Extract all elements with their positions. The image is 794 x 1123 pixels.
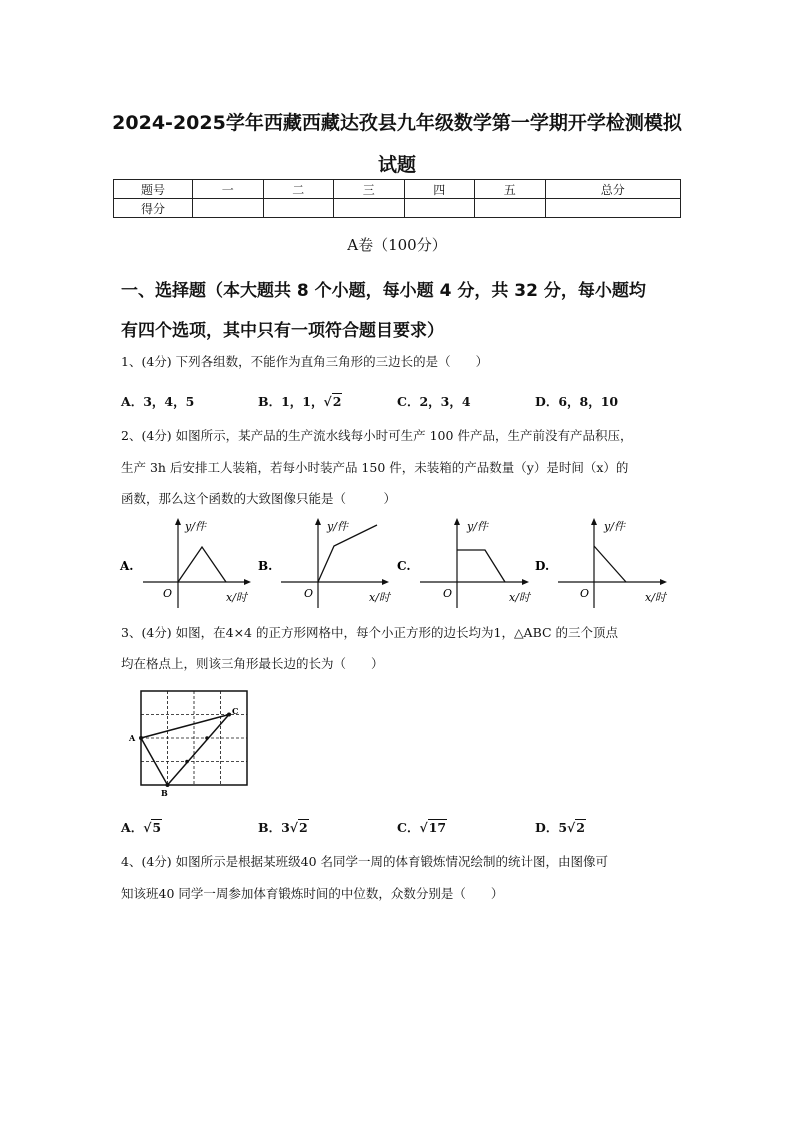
sqrt-symbol: √2 bbox=[567, 820, 585, 835]
y-axis-arrow bbox=[315, 518, 321, 525]
origin-label: O bbox=[443, 587, 453, 600]
radicand: 5 bbox=[152, 820, 162, 835]
q3-option-a-prefix: A． bbox=[121, 820, 144, 835]
q3-option-b-prefix: B．3 bbox=[258, 820, 290, 835]
question-4-line2: 知该班40 同学一周参加体育锻炼时间的中位数，众数分别是（ ） bbox=[121, 886, 504, 901]
score-table-score-row bbox=[114, 199, 681, 218]
point-label-b: B bbox=[161, 788, 168, 798]
origin-label: O bbox=[304, 587, 314, 600]
q2-graph-label-b: B. bbox=[258, 559, 273, 573]
question-3-line2: 均在格点上，则该三角形最长边的长为（ ） bbox=[121, 656, 384, 671]
score-cell bbox=[404, 199, 475, 218]
q2-graph-c bbox=[397, 518, 532, 608]
q3-grid-figure bbox=[125, 683, 255, 798]
y-axis-label: y/件 bbox=[185, 520, 206, 533]
x-axis-label: x/时 bbox=[509, 591, 530, 604]
x-axis-arrow bbox=[244, 579, 251, 585]
q1-option-b-prefix: B．1，1， bbox=[258, 394, 324, 409]
y-axis-arrow bbox=[175, 518, 181, 525]
grid-point bbox=[185, 760, 189, 764]
q3-option-a bbox=[121, 818, 162, 836]
score-cell bbox=[263, 199, 334, 218]
triangle-abc bbox=[141, 715, 229, 786]
exam-title-line2: 试题 bbox=[377, 154, 416, 176]
section-heading-line2: 有四个选项，其中只有一项符合题目要求） bbox=[121, 321, 444, 341]
q2-graph-d bbox=[535, 518, 668, 608]
graph-line bbox=[178, 547, 226, 582]
x-axis-arrow bbox=[660, 579, 667, 585]
vertex-c bbox=[227, 713, 231, 717]
score-cell: 四 bbox=[404, 180, 475, 199]
section-heading-line1: 一、选择题（本大题共 8 个小题，每小题 4 分，共 32 分，每小题均 bbox=[121, 281, 646, 301]
question-2-line3: 函数，那么这个函数的大致图像只能是（ ） bbox=[121, 491, 397, 506]
q2-graph-a bbox=[119, 518, 251, 608]
x-axis-arrow bbox=[382, 579, 389, 585]
q3-option-c-prefix: C． bbox=[397, 820, 420, 835]
vertex-a bbox=[139, 736, 143, 740]
y-axis-arrow bbox=[591, 518, 597, 525]
q2-graph-label-a: A. bbox=[120, 559, 134, 573]
y-axis-arrow bbox=[454, 518, 460, 525]
score-cell: 总分 bbox=[545, 180, 681, 199]
q3-option-c bbox=[397, 818, 447, 836]
y-axis-label: y/件 bbox=[467, 520, 488, 533]
score-table bbox=[113, 179, 681, 218]
score-cell bbox=[334, 199, 405, 218]
question-1-stem: 1、(4分) 下列各组数，不能作为直角三角形的三边长的是（ ） bbox=[121, 354, 489, 369]
exam-title-line1: 2024-2025学年西藏西藏达孜县九年级数学第一学期开学检测模拟 bbox=[112, 112, 682, 134]
q2-graph-label-c: C. bbox=[397, 559, 411, 573]
point-label-c: C bbox=[232, 706, 239, 716]
score-cell: 三 bbox=[334, 180, 405, 199]
x-axis-label: x/时 bbox=[226, 591, 247, 604]
graph-line bbox=[594, 546, 626, 582]
q1-option-b bbox=[258, 392, 342, 410]
question-3-line1: 3、(4分) 如图，在4×4 的正方形网格中，每个小正方形的边长均为1，△ABC 的三个顶点 bbox=[121, 625, 619, 640]
score-table-header-row bbox=[114, 180, 681, 199]
score-cell: 二 bbox=[263, 180, 334, 199]
graph-line bbox=[318, 525, 377, 582]
origin-label: O bbox=[163, 587, 173, 600]
x-axis-arrow bbox=[522, 579, 529, 585]
q2-graph-b bbox=[258, 518, 392, 608]
score-cell: 五 bbox=[475, 180, 546, 199]
radicand: 17 bbox=[428, 820, 447, 835]
y-axis-label: y/件 bbox=[327, 520, 348, 533]
sqrt-symbol: √5 bbox=[143, 820, 162, 835]
q1-option-a: A．3，4，5 bbox=[121, 394, 195, 409]
radicand: 2 bbox=[576, 820, 585, 835]
x-axis-label: x/时 bbox=[369, 591, 390, 604]
radicand: 2 bbox=[332, 394, 342, 409]
q3-option-b bbox=[258, 818, 309, 836]
score-cell: 一 bbox=[193, 180, 264, 199]
question-4-line1: 4、(4分) 如图所示是根据某班级40 名同学一周的体育锻炼情况绘制的统计图，由图像可 bbox=[121, 854, 609, 869]
score-cell bbox=[193, 199, 264, 218]
score-cell: 题号 bbox=[114, 180, 193, 199]
q3-option-d bbox=[535, 818, 586, 836]
question-2-line1: 2、(4分) 如图所示，某产品的生产流水线每小时可生产 100 件产品，生产前没有产品积压， bbox=[121, 428, 633, 443]
score-cell bbox=[475, 199, 546, 218]
point-label-a: A bbox=[129, 733, 136, 743]
sqrt-symbol: √2 bbox=[323, 394, 342, 409]
q2-graph-label-d: D. bbox=[535, 559, 550, 573]
origin-label: O bbox=[580, 587, 590, 600]
q1-option-d: D．6，8，10 bbox=[535, 394, 619, 409]
x-axis-label: x/时 bbox=[645, 591, 666, 604]
question-2-line2: 生产 3h 后安排工人装箱，若每小时装产品 150 件，未装箱的产品数量（y）是时间（x）的 bbox=[121, 460, 629, 475]
score-cell: 得分 bbox=[114, 199, 193, 218]
q3-option-d-prefix: D．5 bbox=[535, 820, 568, 835]
sqrt-symbol: √2 bbox=[289, 820, 308, 835]
q2-graph-options bbox=[115, 512, 685, 612]
score-cell bbox=[545, 199, 681, 218]
vertex-b bbox=[166, 783, 170, 787]
volume-label: A卷（100分） bbox=[347, 236, 447, 254]
radicand: 2 bbox=[298, 820, 308, 835]
y-axis-label: y/件 bbox=[604, 520, 625, 533]
graph-line bbox=[457, 550, 505, 582]
q1-option-c: C．2，3，4 bbox=[397, 394, 471, 409]
sqrt-symbol: √17 bbox=[419, 820, 447, 835]
grid-point bbox=[205, 736, 209, 740]
